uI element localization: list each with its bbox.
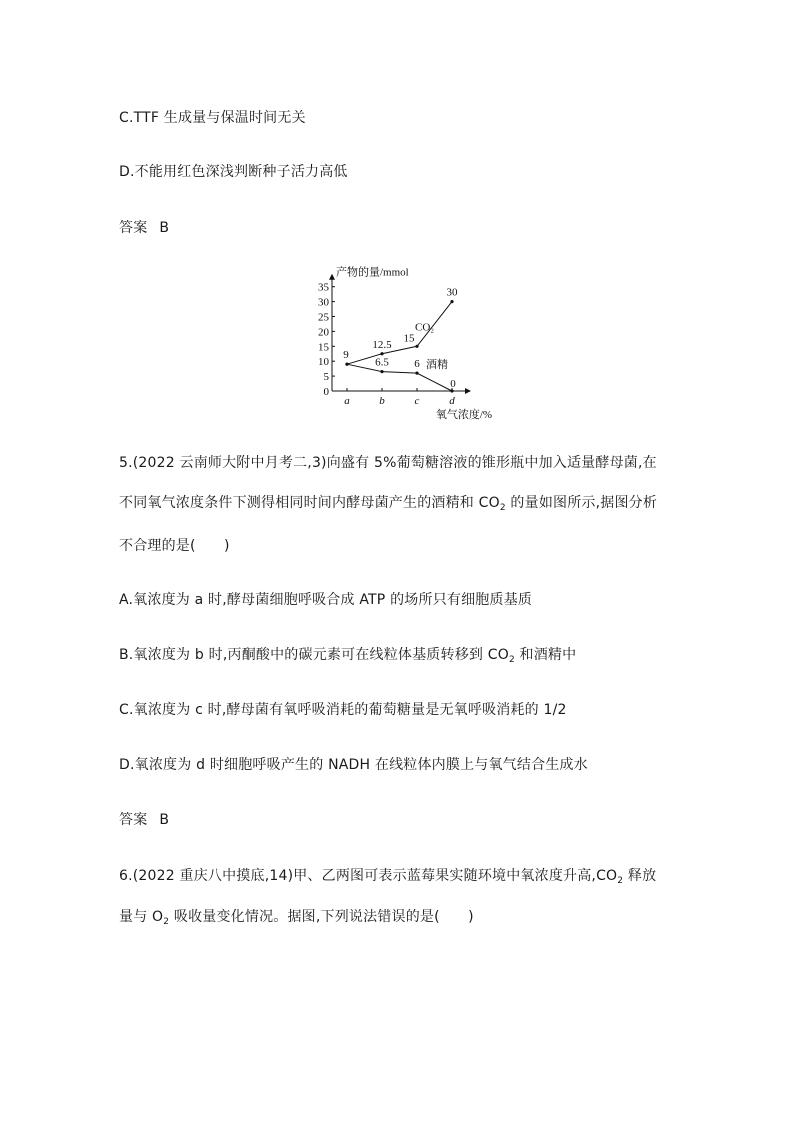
q5-option-b	[119, 645, 576, 670]
q4-answer	[119, 218, 169, 238]
data-label: 30	[446, 286, 458, 299]
q6-stem-line2-subscript: 2	[163, 917, 170, 927]
q6-stem-line1	[119, 866, 656, 891]
q5-stem-line2-subscript: 2	[499, 503, 506, 513]
oxygen-product-chart	[300, 262, 500, 428]
data-label: 6	[414, 358, 420, 371]
y-tick-label: 10	[318, 356, 329, 369]
q5-stem-line2-text-a: 不同氧气浓度条件下测得相同时间内酵母菌产生的酒精和 CO	[119, 495, 500, 511]
q6-stem-line1-text-b: 释放	[623, 868, 657, 884]
y-axis-arrow	[329, 274, 335, 280]
data-label: 0	[450, 378, 456, 390]
data-label: 15	[403, 332, 415, 345]
y-tick-label: 0	[323, 386, 329, 398]
x-tick-label: a	[344, 395, 350, 407]
q6-stem-line1-text-a: 6.(2022 重庆八中摸底,14)甲、乙两图可表示蓝莓果实随环境中氧浓度升高,CO	[119, 868, 618, 884]
y-tick-label: 20	[318, 326, 329, 339]
data-point	[415, 372, 418, 375]
series-label-co2: CO₂	[415, 321, 435, 334]
q6-stem-line2-text-b: 吸收量变化情况。据图,下列说法错误的是( )	[169, 909, 474, 925]
y-tick-label: 35	[318, 281, 329, 294]
x-tick-label: b	[379, 395, 385, 407]
data-point	[345, 363, 348, 366]
q6-stem-line1-subscript: 2	[617, 876, 624, 886]
y-axis-label: 产物的量/mmol	[336, 266, 409, 279]
q5-option-a: A.氧浓度为 a 时,酵母菌细胞呼吸合成 ATP 的场所只有细胞质基质	[119, 592, 533, 608]
data-point	[380, 352, 383, 355]
data-point	[380, 370, 383, 373]
data-point	[450, 300, 453, 303]
x-tick-label: c	[414, 395, 420, 407]
q4-option-c: C.TTF 生成量与保温时间无关	[119, 110, 306, 126]
data-label: 12.5	[372, 338, 392, 351]
q5-option-b-text-a: B.氧浓度为 b 时,丙酮酸中的碳元素可在线粒体基质转移到 CO	[119, 647, 509, 663]
y-tick-label: 15	[318, 341, 329, 354]
x-axis-arrow	[465, 388, 471, 394]
q5-stem-line3: 不合理的是( )	[119, 538, 230, 554]
q5-answer	[119, 810, 169, 830]
q5-stem-line2-text-b: 的量如图所示,据图分析	[505, 495, 658, 511]
x-tick-label: d	[449, 395, 455, 407]
answer-label: 答案	[119, 220, 148, 236]
series-line	[347, 302, 452, 365]
answer-value: B	[159, 812, 170, 828]
answer-label: 答案	[119, 812, 148, 828]
data-label: 6.5	[375, 356, 389, 369]
q5-option-d: D.氧浓度为 d 时细胞呼吸产生的 NADH 在线粒体内膜上与氧气结合生成水	[119, 757, 588, 773]
y-tick-label: 30	[318, 296, 329, 309]
q6-stem-line2	[119, 907, 474, 932]
y-tick-label: 25	[318, 311, 329, 324]
series-label-alcohol: 酒精	[426, 359, 448, 372]
q5-stem-line1: 5.(2022 云南师大附中月考二,3)向盛有 5%葡萄糖溶液的锥形瓶中加入适量酵母菌,在	[119, 455, 657, 471]
q5-stem-line2	[119, 493, 657, 518]
q6-stem-line2-text-a: 量与 O	[119, 909, 164, 925]
q5-option-b-text-b: 和酒精中	[514, 647, 577, 663]
q5-option-b-subscript: 2	[508, 655, 515, 665]
x-axis-label: 氧气浓度/%	[435, 409, 493, 421]
q5-option-c: C.氧浓度为 c 时,酵母菌有氧呼吸消耗的葡萄糖量是无氧呼吸消耗的 1/2	[119, 702, 567, 718]
data-label: 9	[343, 349, 349, 362]
q4-option-d: D.不能用红色深浅判断种子活力高低	[119, 164, 348, 180]
answer-value: B	[159, 220, 170, 236]
y-tick-label: 5	[323, 371, 329, 384]
data-point	[415, 345, 418, 348]
